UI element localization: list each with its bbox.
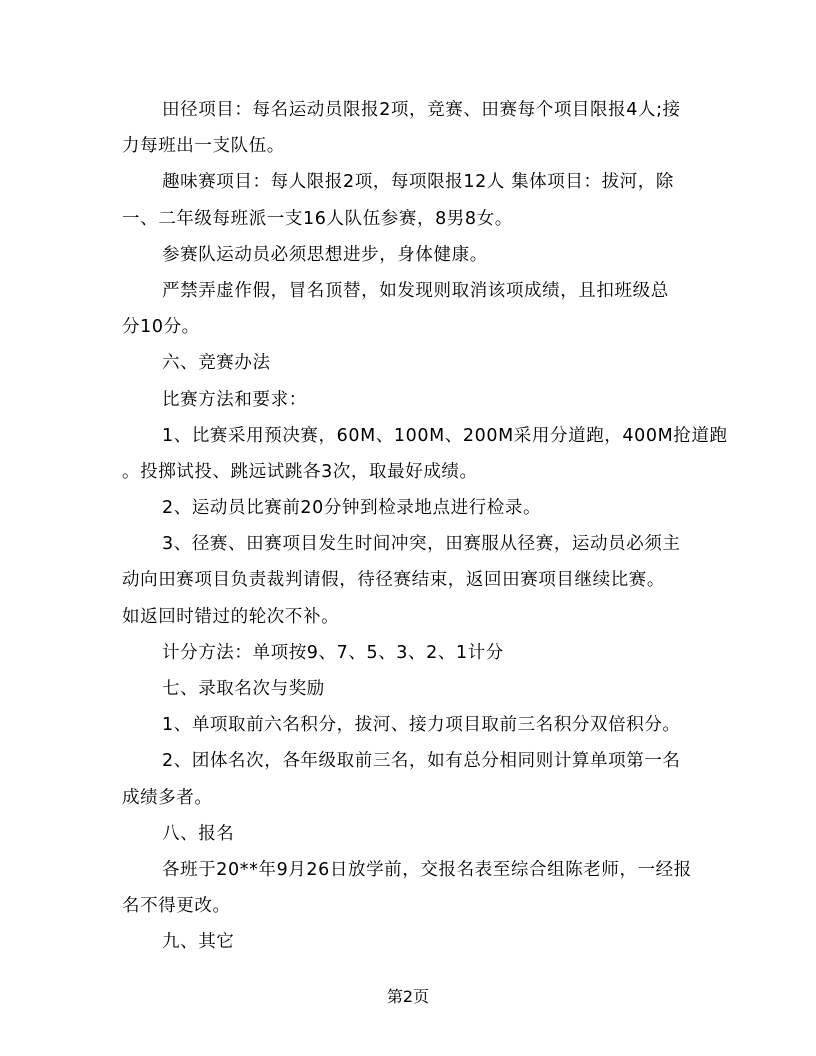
text-line: 各班于20**年9月26日放学前，交报名表至综合组陈老师，一经报: [162, 859, 692, 880]
text-line: 分10分。: [122, 317, 200, 338]
text-line: 3、径赛、田赛项目发生时间冲突，田赛服从径赛，运动员必须主: [162, 534, 681, 555]
text-line: 2、团体名次，各年级取前三名，如有总分相同则计算单项第一名: [162, 751, 681, 772]
text-line: 一、二年级每班派一支16人队伍参赛，8男8女。: [122, 208, 513, 229]
document-body: [122, 92, 728, 961]
text-line: 田径项目：每名运动员限报2项，竞赛、田赛每个项目限报4人;接: [162, 100, 681, 120]
text-line: 参赛队运动员必须思想进步，身体健康。: [162, 244, 488, 265]
text-line: 动向田赛项目负责裁判请假，待径赛结束，返回田赛项目继续比赛。: [122, 570, 665, 591]
page-number: 第2页: [386, 987, 430, 1006]
text-line: 成绩多者。: [122, 787, 213, 808]
text-line: 趣味赛项目：每人限报2项，每项限报12人 集体项目：拔河，除: [162, 172, 674, 193]
section-heading: 七、录取名次与奖励: [162, 679, 325, 699]
text-line: 计分方法：单项按9、7、5、3、2、1计分: [162, 642, 504, 663]
text-line: 。投掷试投、跳远试跳各3次，取最好成绩。: [122, 461, 478, 482]
text-line: 比赛方法和要求：: [162, 389, 307, 410]
text-line: 力每班出一支队伍。: [122, 136, 285, 157]
section-heading: 八、报名: [162, 823, 235, 844]
section-heading: 六、竞赛办法: [162, 353, 271, 374]
text-line: 严禁弄虚作假，冒名顶替，如发现则取消该项成绩，且扣班级总: [162, 280, 669, 301]
text-line: 名不得更改。: [122, 896, 231, 917]
section-heading: 九、其它: [162, 932, 235, 953]
text-line: 如返回时错过的轮次不补。: [122, 606, 340, 627]
text-line: 1、比赛采用预决赛，60M、100M、200M采用分道跑，400M抢道跑: [162, 425, 728, 446]
text-line: 2、运动员比赛前20分钟到检录地点进行检录。: [162, 498, 542, 519]
text-line: 1、单项取前六名积分，拔河、接力项目取前三名积分双倍积分。: [162, 715, 681, 736]
